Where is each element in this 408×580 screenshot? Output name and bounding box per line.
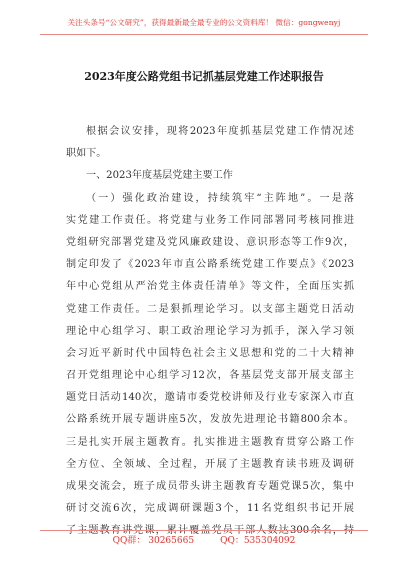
header-divider (40, 34, 368, 35)
footer-divider (40, 530, 368, 531)
body-line: 制定印发了《2023年市直公路系统党建工作要点》《2023 (66, 259, 354, 271)
body-line: 年中心党组从严治党主体责任清单》等文件，全面压实抓 (66, 281, 354, 293)
body-line: 党建工作责任。二是狠抓理论学习。以支部主题党日活动 (66, 303, 354, 315)
body-line: 理论中心组学习、职工政治理论学习为抓手，深入学习领 (66, 325, 354, 337)
section-heading: 一、2023年度基层党建主要工作 (86, 170, 233, 182)
body-line: 研讨交流6次，完成调研课题3个，11名党组织书记开展 (66, 503, 354, 515)
body-line: 职如下。 (66, 148, 107, 160)
footer-contact (0, 535, 408, 547)
header-promo-note: 关注头条号“公文研究”，获得最新最全最专业的公文资料库！ 微信：gongwenyj (67, 18, 341, 27)
body-line: 全方位、全领域、全过程，开展了主题教育读书班及调研 (66, 458, 354, 470)
body-line: 实党建工作责任。将党建与业务工作同部署同考核同推进 (66, 214, 354, 226)
body-line: （一）强化政治建设，持续筑牢“主阵地”。一是落 (86, 192, 354, 204)
body-line: 题党日活动140次，邀请市委党校讲师及行业专家深入市直 (66, 392, 354, 404)
body-line: 会习近平新时代中国特色社会主义思想和党的二十大精神 (66, 347, 354, 359)
body-line: 公路系统开展专题讲座5次，发放先进理论书籍800余本。 (66, 414, 354, 426)
body-line: 三是扎实开展主题教育。扎实推进主题教育贯穿公路工作 (66, 436, 354, 448)
qq-number: QQ：535304092 (220, 536, 296, 546)
body-line: 根据会议安排，现将2023年度抓基层党建工作情况述 (86, 126, 354, 137)
document-title: 2023年度公路党组书记抓基层党建工作述职报告 (84, 70, 324, 83)
qq-group-number: QQ群： 30265665 (112, 536, 195, 546)
body-line: 召开党组理论中心组学习12次，各基层党支部开展支部主 (66, 370, 354, 382)
body-line: 成果交流会，班子成员带头讲主题教育专题党课5次，集中 (66, 481, 354, 492)
body-line: 了主题教育讲党课，累计覆盖党员干部人数达300余名，持 (66, 525, 354, 537)
body-line: 党组研究部署党建及党风廉政建设、意识形态等工作9次， (66, 236, 354, 248)
document-body (66, 121, 354, 543)
